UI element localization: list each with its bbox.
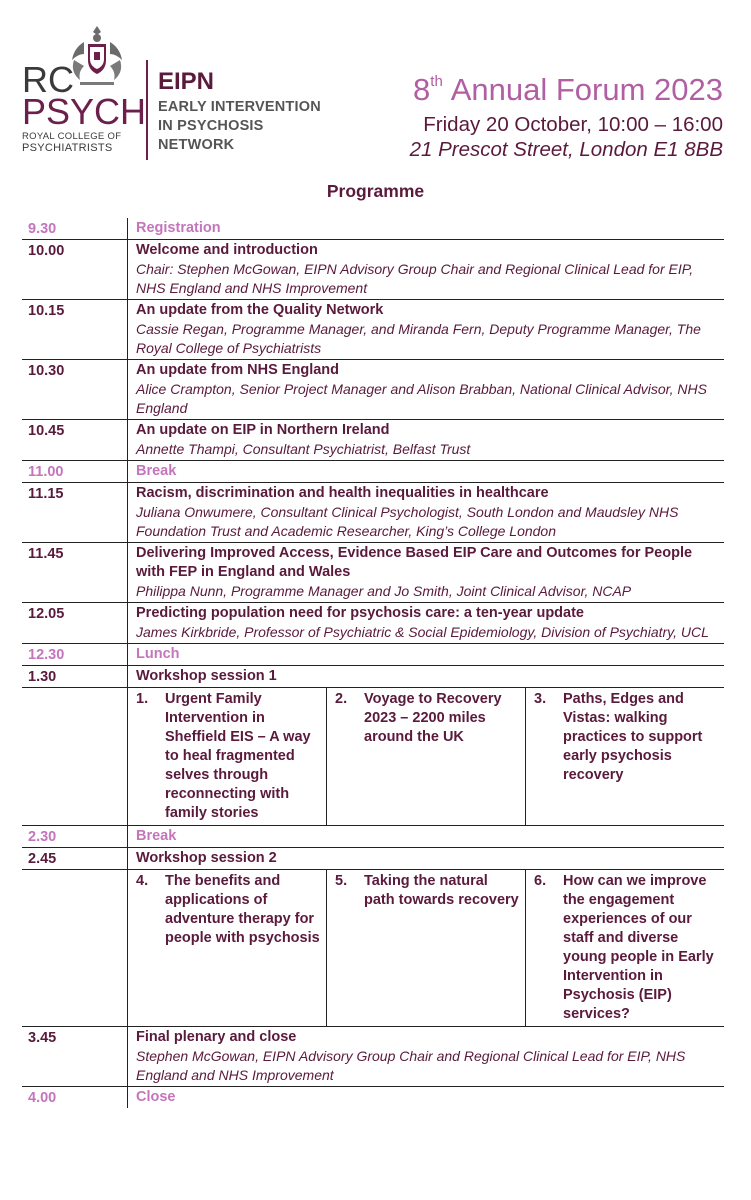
session-time: 1.30 xyxy=(22,666,128,687)
session-time: 10.00 xyxy=(22,240,128,299)
session-time: 2.45 xyxy=(22,848,128,869)
session-time: 11.00 xyxy=(22,461,128,482)
workshop-number: 6. xyxy=(534,873,547,889)
workshop-cell xyxy=(128,688,326,825)
session-speakers: James Kirkbride, Professor of Psychiatric & Social Epidemiology, Division of Psychiatry, UCL xyxy=(136,624,709,640)
session-title: Racism, discrimination and health inequalities in healthcare xyxy=(136,485,549,501)
session-title: Welcome and introduction xyxy=(136,242,318,258)
session-title: Workshop session 1 xyxy=(136,668,277,684)
programme-row xyxy=(22,461,724,483)
workshop-number: 1. xyxy=(136,691,149,707)
workshop-title: Paths, Edges and Vistas: walking practices to support early psychosis recovery xyxy=(563,691,703,783)
workshop-number: 3. xyxy=(534,691,547,707)
workshop-row-1 xyxy=(22,688,724,826)
programme-row xyxy=(22,1087,724,1108)
workshop-title: Taking the natural path towards recovery xyxy=(364,873,519,908)
programme-table xyxy=(22,218,724,1108)
workshop-title: Urgent Family Intervention in Sheffield EIS – A way to heal fragmented selves through reconnecting with family stories xyxy=(165,691,311,821)
session-title: Predicting population need for psychosis care: a ten-year update xyxy=(136,605,584,621)
logo-psych: PSYCH xyxy=(22,91,147,132)
programme-heading: Programme xyxy=(326,181,425,201)
programme-row xyxy=(22,666,724,688)
programme-row xyxy=(22,360,724,420)
session-time: 10.30 xyxy=(22,360,128,419)
forum-location: 21 Prescot Street, London E1 8BB xyxy=(409,138,723,161)
session-time: 3.45 xyxy=(22,1027,128,1086)
session-speakers: Annette Thampi, Consultant Psychiatrist, Belfast Trust xyxy=(136,441,471,457)
session-time: 11.45 xyxy=(22,543,128,602)
workshop-number: 5. xyxy=(335,873,348,889)
session-time: 9.30 xyxy=(22,218,128,239)
programme-row xyxy=(22,240,724,300)
programme-row xyxy=(22,826,724,848)
logo-psychiatrists: PSYCHIATRISTS xyxy=(22,142,113,154)
forum-title-text: Annual Forum 2023 xyxy=(450,72,723,107)
session-time: 11.15 xyxy=(22,483,128,542)
forum-info xyxy=(410,74,723,163)
eipn-line: EARLY INTERVENTION xyxy=(158,99,321,115)
header-divider xyxy=(146,60,148,160)
session-speakers: Alice Crampton, Senior Project Manager and Alison Brabban, National Clinical Advisor, NHS England xyxy=(136,381,707,416)
session-time: 12.05 xyxy=(22,603,128,643)
workshop-row-2 xyxy=(22,870,724,1027)
session-speakers: Philippa Nunn, Programme Manager and Jo Smith, Joint Clinical Advisor, NCAP xyxy=(136,583,632,599)
session-title: Break xyxy=(136,828,177,844)
programme-row xyxy=(22,543,724,603)
workshop-cell xyxy=(525,870,724,1026)
session-time: 10.15 xyxy=(22,300,128,359)
session-speakers: Chair: Stephen McGowan, EIPN Advisory Group Chair and Regional Clinical Lead for EIP, NHS England and NHS Improvement xyxy=(136,261,694,296)
eipn-network-logo xyxy=(158,70,321,155)
workshop-number: 2. xyxy=(335,691,348,707)
eipn-line: NETWORK xyxy=(158,137,235,153)
eipn-title: EIPN xyxy=(158,68,215,95)
session-title: Final plenary and close xyxy=(136,1029,297,1045)
session-title: An update on EIP in Northern Ireland xyxy=(136,422,390,438)
logo-rc: RC xyxy=(22,59,74,100)
programme-row xyxy=(22,1027,724,1087)
session-speakers: Juliana Onwumere, Consultant Clinical Psychologist, South London and Maudsley NHS Foundation Trust and Academic Researcher, King’s College London xyxy=(136,504,679,539)
programme-row xyxy=(22,218,724,240)
session-title: An update from the Quality Network xyxy=(136,302,384,318)
crest-icon xyxy=(66,24,128,94)
workshop-title: The benefits and applications of adventure therapy for people with psychosis xyxy=(165,873,320,946)
session-title: Delivering Improved Access, Evidence Based EIP Care and Outcomes for People with FEP in England and Wales xyxy=(136,545,693,580)
programme-row xyxy=(22,644,724,666)
session-time: 2.30 xyxy=(22,826,128,847)
workshop-number: 4. xyxy=(136,873,149,889)
forum-ordinal-suffix: th xyxy=(430,73,443,90)
session-speakers: Stephen McGowan, EIPN Advisory Group Chair and Regional Clinical Lead for EIP, NHS England and NHS Improvement xyxy=(136,1048,686,1083)
forum-ordinal: 8 xyxy=(413,72,431,107)
programme-row xyxy=(22,603,724,644)
logo-royal-college: ROYAL COLLEGE OF xyxy=(22,131,122,142)
session-title: Break xyxy=(136,463,177,479)
eipn-line: IN PSYCHOSIS xyxy=(158,118,264,134)
programme-row xyxy=(22,420,724,461)
programme-row xyxy=(22,300,724,360)
session-title: Workshop session 2 xyxy=(136,850,277,866)
forum-title xyxy=(410,74,723,105)
session-title: An update from NHS England xyxy=(136,362,339,378)
workshop-title: Voyage to Recovery 2023 – 2200 miles around the UK xyxy=(364,691,502,745)
workshop-cell xyxy=(525,688,724,825)
workshop-cell xyxy=(326,870,525,1026)
session-title: Lunch xyxy=(136,646,180,662)
session-time: 10.45 xyxy=(22,420,128,460)
workshop-title: How can we improve the engagement experiences of our staff and diverse young people in Early Intervention in Psychosis (EIP) services? xyxy=(563,873,714,1022)
workshop-cell xyxy=(326,688,525,825)
programme-row xyxy=(22,848,724,870)
programme-row xyxy=(22,483,724,543)
session-title: Registration xyxy=(136,220,221,236)
session-speakers: Cassie Regan, Programme Manager, and Miranda Fern, Deputy Programme Manager, The Royal College of Psychiatrists xyxy=(136,321,701,356)
session-title: Close xyxy=(136,1089,176,1105)
session-time: 12.30 xyxy=(22,644,128,665)
forum-date: Friday 20 October, 10:00 – 16:00 xyxy=(423,113,723,136)
session-time: 4.00 xyxy=(22,1087,128,1108)
workshop-cell xyxy=(128,870,326,1026)
rcpsych-logo xyxy=(22,24,147,164)
